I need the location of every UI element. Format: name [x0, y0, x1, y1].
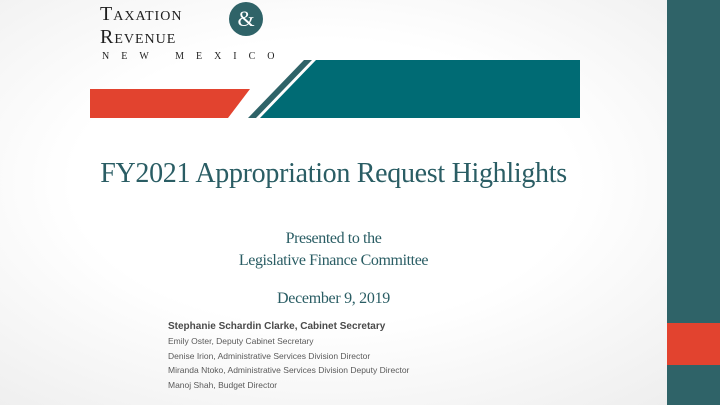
logo-text-taxation: Taxation	[100, 3, 183, 25]
presenter-item: Stephanie Schardin Clarke, Cabinet Secretary	[168, 321, 386, 332]
presenter-item: Miranda Ntoko, Administrative Services Division Deputy Director	[168, 365, 410, 375]
presented-line-2: Legislative Finance Committee	[238, 252, 429, 269]
right-red-accent	[667, 323, 720, 365]
banner-teal-block	[260, 60, 580, 118]
presenter-item: Manoj Shah, Budget Director	[168, 379, 278, 390]
presentation-date: December 9, 2019	[277, 290, 390, 307]
logo-text-revenue: Revenue	[100, 26, 177, 48]
logo-text-new-mexico: NEW MEXICO	[102, 51, 287, 62]
presented-to	[0, 228, 667, 272]
presenter-item: Denise Irion, Administrative Services Division Director	[168, 350, 371, 361]
slide-title: FY2021 Appropriation Request Highlights	[100, 158, 567, 189]
logo-ampersand-badge: &	[229, 2, 263, 36]
banner-red-stripe	[90, 89, 250, 118]
presenter-list	[168, 319, 648, 392]
logo-banner	[90, 55, 580, 120]
presented-line-1: Presented to the	[285, 230, 382, 247]
presenter-item: Emily Oster, Deputy Cabinet Secretary	[168, 336, 314, 346]
